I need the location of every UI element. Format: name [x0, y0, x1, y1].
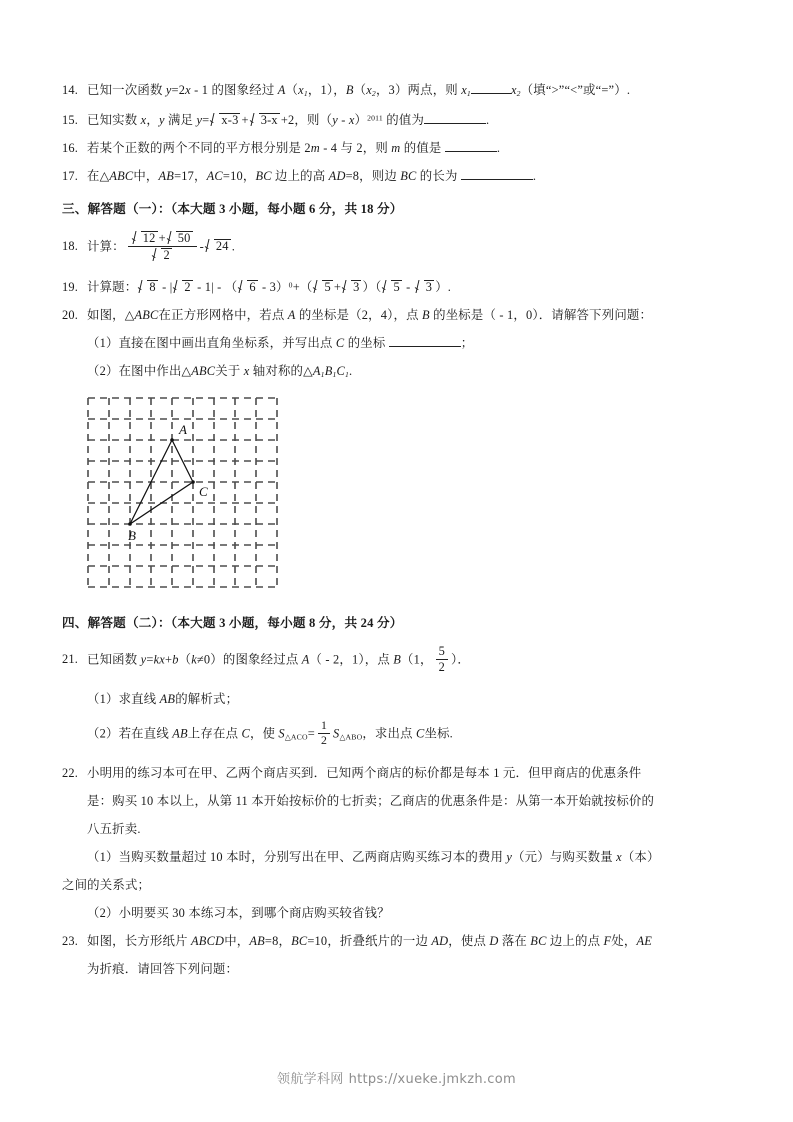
q23-text-2: 中， — [224, 933, 250, 948]
footer-url: https://xueke.jmkzh.com — [348, 1072, 516, 1087]
q19-text-9: ） — [435, 280, 448, 295]
q15-equals: = — [202, 112, 210, 127]
q15-text-5: 的值为 — [382, 112, 425, 127]
q21-var-b: b — [172, 652, 179, 667]
q19-radicand-5a: 5 — [324, 280, 331, 295]
q23-text-6: 落在 — [498, 933, 531, 948]
q20-triangle-abc: ABC — [134, 308, 159, 323]
q20-point-a: A — [287, 308, 296, 323]
q20-p2-point-b1: B — [324, 364, 333, 379]
q20-p1-text-2: 的坐标 — [344, 336, 389, 351]
q21-equals: = — [146, 652, 154, 667]
q21-p2-point-c2: C — [416, 726, 425, 741]
q17-answer-blank[interactable] — [461, 179, 533, 180]
q21-p2-area-2-sub: △ABO — [339, 732, 363, 742]
q16-var-m2: m — [391, 141, 401, 155]
q14-text-4: 的图象经过 — [208, 83, 278, 97]
q20-p2-triangle-abc: ABC — [191, 364, 216, 379]
q15-radicand-1: x-3 — [221, 112, 239, 127]
q21-frac-numerator: 5 — [438, 643, 446, 658]
q14-xb-sub: 2 — [371, 88, 376, 98]
q19-radicand-3a: 3 — [353, 280, 360, 295]
q21-text-2: （ — [178, 652, 192, 667]
q18-numerator — [128, 231, 197, 246]
q14-text-9: （填“>”“<”或“=”）. — [520, 83, 631, 97]
q23-point-f: F — [603, 933, 612, 948]
q19-period: . — [447, 280, 452, 295]
question-20-body — [87, 309, 738, 322]
q21-text-3: ≠0）的图象经过点 — [196, 652, 302, 667]
q18-radicand-2: 2 — [163, 247, 170, 262]
question-18-body — [87, 232, 738, 263]
question-19 — [62, 280, 738, 294]
q15-var-y2: y — [332, 112, 338, 127]
q19-exponent-zero: 0 — [288, 280, 293, 290]
q20-text-1: 如图，△ — [87, 308, 135, 323]
q19-radical-6 — [238, 280, 257, 294]
question-20 — [62, 309, 738, 322]
q15-answer-blank[interactable] — [424, 123, 486, 124]
q14-text-6: ，1）， — [307, 83, 346, 97]
q23-text-8: 处， — [611, 933, 637, 948]
q15-var-y: y — [158, 112, 165, 127]
q23-text-1: 如图，长方形纸片 — [87, 933, 192, 948]
q14-var-x: x — [185, 83, 191, 97]
question-23-number: 23. — [62, 933, 79, 948]
q14-text-3: - 1 — [190, 83, 209, 97]
q23-point-d: D — [489, 933, 499, 948]
q18-period: . — [231, 239, 236, 254]
q15-plus: + — [241, 112, 249, 127]
q18-fraction — [128, 231, 197, 262]
q17-text-4: =10， — [222, 169, 256, 184]
q21-text-6: ）． — [451, 652, 471, 667]
section-heading-3: 三、解答题（一）：（本大题 3 小题，每小题 6 分，共 18 分） — [62, 202, 403, 217]
q18-radicand-50: 50 — [177, 230, 191, 245]
q16-answer-blank[interactable] — [445, 151, 497, 152]
q19-text-4: - 3） — [258, 280, 289, 295]
q19-radical-8 — [138, 280, 157, 294]
q20-text-4: 的坐标是（ - 1，0）．请解答下列问题： — [429, 308, 653, 323]
q16-text-3: 的值是 — [400, 141, 445, 155]
q16-period: . — [496, 141, 501, 155]
q19-radicand-6: 6 — [249, 280, 256, 295]
q14-xa: x — [298, 83, 304, 97]
q20-p2-period: . — [349, 364, 353, 379]
question-22-part-2: （2）小明要买 30 本练习本，到哪个商店购买较省钱？ — [87, 905, 390, 920]
q19-text-1: 计算题： — [87, 280, 138, 295]
q21-p2-equals: = — [307, 726, 315, 741]
question-22-line-3: 八五折卖. — [87, 821, 141, 836]
question-15 — [62, 113, 738, 127]
q18-radicand-24: 24 — [215, 239, 229, 254]
q19-text-6: + — [333, 280, 342, 295]
square-grid-figure — [84, 394, 284, 594]
q21-var-y: y — [140, 652, 147, 667]
q23-seg-ab: AB — [249, 933, 265, 948]
q17-text-3: =17， — [174, 169, 207, 184]
q22-p1-text-2: （元）与购买数量 — [512, 849, 617, 864]
q14-text-5: （ — [285, 83, 299, 97]
q15-radicand-2: 3-x — [260, 112, 278, 127]
question-21-part-1 — [62, 693, 738, 706]
question-23 — [62, 935, 738, 948]
q17-text-5: 边上的高 — [271, 169, 329, 184]
q20-p2-text-1: （2）在图中作出△ — [87, 364, 192, 379]
q19-radical-3b — [415, 280, 434, 294]
q16-var-m: m — [310, 141, 320, 155]
q19-text-7: ）（ — [362, 280, 382, 295]
q18-denominator — [128, 246, 197, 262]
q20-p1-point-c: C — [335, 336, 345, 351]
q17-period: . — [532, 169, 537, 184]
q15-text-2: 满足 — [164, 112, 197, 127]
q14-answer-blank[interactable] — [471, 93, 511, 94]
question-19-body — [87, 280, 738, 294]
q15-eq-y: y — [196, 112, 203, 127]
q16-text-2: - 4 与 2，则 — [319, 141, 392, 155]
q14-xa-sub: 1 — [303, 88, 308, 98]
q18-radical-12 — [132, 231, 158, 245]
q21-fraction — [436, 645, 448, 674]
q18-minus: - — [199, 239, 204, 254]
q21-p2-frac-den: 2 — [318, 733, 330, 747]
q19-text-3: - 1| - （ — [193, 280, 238, 295]
q15-radical-2 — [250, 113, 280, 127]
q23-text-3: =8， — [264, 933, 292, 948]
q15-minus: - — [337, 112, 349, 127]
q20-p2-c1-sub: 1 — [344, 370, 350, 380]
q18-text-1: 计算： — [87, 239, 125, 254]
q21-p2-text-3: ，使 — [249, 726, 279, 741]
q20-p2-b1-sub: 1 — [332, 370, 337, 380]
q17-seg-ac: AC — [206, 169, 223, 184]
q18-radical-24 — [205, 239, 231, 253]
q17-seg-ad: AD — [328, 169, 346, 184]
question-18-number: 18. — [62, 239, 79, 254]
q15-radical-1 — [210, 113, 240, 127]
q21-p2-area-1-sub: △ACO — [284, 732, 308, 742]
q21-p2-text-4: ，求出点 — [362, 726, 417, 741]
q17-text-7: 的长为 — [416, 169, 461, 184]
q23-seg-ad: AD — [431, 933, 449, 948]
q23-seg-bc2: BC — [530, 933, 547, 948]
q21-p2-fraction — [318, 720, 330, 748]
q15-text-4: ） — [354, 112, 368, 127]
question-21-part-2 — [62, 718, 738, 749]
question-23-body — [87, 935, 738, 948]
q21-point-a: A — [301, 652, 310, 667]
q20-p2-point-a1: A — [312, 364, 321, 379]
q21-p2-area-2: S — [333, 726, 340, 741]
q14-xb: x — [366, 83, 372, 97]
footer-watermark — [0, 1068, 793, 1087]
q15-plus-2: +2 — [280, 112, 295, 127]
q23-seg-bc: BC — [291, 933, 308, 948]
question-22-line-1: 小明用的练习本可在甲、乙两个商店买到．已知两个商店的标价都是每本 1 元．但甲商店的优惠条件 — [87, 765, 642, 780]
q21-p2-point-c: C — [241, 726, 250, 741]
question-14 — [62, 84, 738, 98]
q15-var-x: x — [140, 112, 147, 127]
q19-radicand-5b: 5 — [393, 280, 400, 295]
q14-var-y: y — [165, 83, 172, 97]
q23-rect-abcd: ABCD — [191, 933, 225, 948]
q14-point-a: A — [277, 83, 286, 97]
q23-seg-ae: AE — [636, 933, 653, 948]
q20-p2-text-2: 关于 — [215, 364, 244, 379]
q19-text-5: +（ — [292, 280, 313, 295]
q14-text-2: =2 — [171, 83, 186, 97]
question-20-part-1 — [62, 337, 738, 350]
q20-text-3: 的坐标是（2，4），点 — [295, 308, 423, 323]
q19-text-8: - — [402, 280, 414, 295]
question-20-part-2 — [62, 365, 738, 379]
q19-radicand-8: 8 — [149, 280, 156, 295]
q21-frac-denominator: 2 — [436, 659, 448, 674]
q14-x1: x — [461, 83, 467, 97]
q21-p1-line-ab: AB — [159, 692, 176, 707]
q20-p1-text-1: （1）直接在图中画出直角坐标系，并写出点 — [87, 336, 336, 351]
q19-radicand-3b: 3 — [425, 280, 433, 295]
q22-p1-var-x: x — [616, 849, 622, 864]
q21-text-5: （1， — [401, 652, 433, 667]
q17-triangle-abc: ABC — [109, 169, 134, 184]
question-17 — [62, 170, 738, 183]
label-c: C — [199, 484, 208, 500]
question-16-number: 16. — [62, 141, 79, 155]
q15-var-x2: x — [348, 112, 355, 127]
q21-p2-text-1: （2）若在直线 — [87, 726, 173, 741]
question-17-body — [87, 170, 738, 183]
q21-p2-text-5: 坐标. — [424, 726, 453, 741]
q19-radical-5b — [382, 280, 401, 294]
q14-text-1: 已知一次函数 — [87, 83, 166, 97]
q17-text-1: 在△ — [87, 169, 110, 184]
q21-p2-area-1: S — [278, 726, 285, 741]
q20-text-2: 在正方形网格中，若点 — [158, 308, 288, 323]
q21-var-x: x — [159, 652, 165, 667]
q20-p1-semicolon: ； — [460, 336, 474, 351]
q21-p2-line-ab: AB — [172, 726, 188, 741]
q21-text-4: （ - 2，1），点 — [309, 652, 394, 667]
q14-point-b: B — [345, 83, 354, 97]
q17-seg-ab: AB — [158, 169, 175, 184]
q14-x2: x — [510, 83, 517, 97]
q23-text-5: ，使点 — [448, 933, 490, 948]
question-22 — [62, 767, 738, 780]
q19-radical-2 — [173, 280, 192, 294]
q19-radicand-2: 2 — [184, 280, 191, 295]
q14-text-7: （ — [353, 83, 367, 97]
question-21 — [62, 643, 738, 675]
question-22-part-1-line-2: 之间的关系式； — [62, 877, 151, 892]
q17-text-6: =8，则边 — [345, 169, 401, 184]
q20-p2-axis-x: x — [243, 364, 250, 379]
q20-p1-answer-blank[interactable] — [389, 346, 461, 347]
q18-radicand-12: 12 — [142, 230, 156, 245]
question-17-number: 17. — [62, 169, 79, 184]
q20-p2-point-c1: C — [336, 364, 345, 379]
question-14-body — [87, 84, 738, 98]
q21-var-k2: k — [191, 652, 197, 667]
q15-comma: ， — [146, 112, 159, 127]
question-23-line-2: 为折痕．请回答下列问题： — [87, 961, 239, 976]
q18-radical-50 — [167, 231, 193, 245]
question-16 — [62, 142, 738, 155]
q18-radical-2 — [152, 248, 171, 262]
q22-p1-text-3: （本） — [621, 849, 660, 864]
q22-p1-var-y: y — [506, 849, 513, 864]
q16-text-1: 若某个正数的两个不同的平方根分别是 2 — [87, 141, 311, 155]
q21-plus: + — [164, 652, 173, 667]
q14-text-8: ，3）两点，则 — [375, 83, 462, 97]
label-b: B — [128, 528, 136, 544]
q15-text-1: 已知实数 — [87, 112, 141, 127]
q18-plus: + — [158, 230, 166, 245]
question-15-body — [87, 113, 738, 127]
q17-seg-bc2: BC — [400, 169, 417, 184]
q21-var-k: k — [153, 652, 160, 667]
section-heading-4: 四、解答题（二）：（本大题 3 小题，每小题 8 分，共 24 分） — [62, 616, 403, 631]
footer-site-name: 领航学科网 — [277, 1072, 344, 1087]
q15-period: . — [486, 112, 490, 127]
question-14-number: 14. — [62, 83, 79, 97]
q19-radical-5a — [313, 280, 332, 294]
question-15-number: 15. — [62, 112, 79, 127]
question-16-body — [87, 142, 738, 155]
q20-point-b: B — [422, 308, 430, 323]
label-a: A — [179, 422, 187, 438]
q21-p1-text-2: 的解析式； — [175, 692, 239, 707]
q21-p2-frac-num: 1 — [320, 718, 328, 732]
q15-text-3: ，则（ — [294, 112, 333, 127]
q21-p1-text-1: （1）求直线 — [87, 692, 160, 707]
question-18 — [62, 232, 738, 263]
q22-p1-text-1: （1）当购买数量超过 10 本时，分别写出在甲、乙两商店购买练习本的费用 — [87, 849, 507, 864]
q23-text-4: =10，折叠纸片的一边 — [307, 933, 432, 948]
question-21-number: 21. — [62, 652, 79, 667]
q14-x2-sub: 2 — [516, 88, 521, 98]
q23-text-7: 边上的点 — [546, 933, 604, 948]
q17-seg-bc: BC — [255, 169, 272, 184]
q19-radical-3a — [342, 280, 361, 294]
q19-text-2: - | — [158, 280, 173, 295]
question-22-line-2: 是：购买 10 本以上，从第 11 本开始按标价的七折卖；乙商店的优惠条件是：从第一本开始就按标价的 — [87, 793, 655, 808]
q14-x1-sub: 1 — [466, 88, 471, 98]
question-22-part-1 — [62, 851, 738, 864]
q21-p2-text-2: 上存在点 — [187, 726, 242, 741]
q20-p2-text-3: 轴对称的△ — [249, 364, 313, 379]
question-22-number: 22. — [62, 765, 79, 780]
q17-text-2: 中， — [133, 169, 159, 184]
page-content — [62, 84, 738, 991]
grid-triangle-svg — [84, 394, 284, 594]
q21-text-1: 已知函数 — [87, 652, 141, 667]
question-20-number: 20. — [62, 308, 79, 323]
question-19-number: 19. — [62, 280, 79, 295]
q20-p2-a1-sub: 1 — [320, 370, 325, 380]
q21-point-b: B — [393, 652, 402, 667]
q15-exponent: 2011 — [367, 113, 383, 123]
question-21-body — [87, 643, 738, 675]
